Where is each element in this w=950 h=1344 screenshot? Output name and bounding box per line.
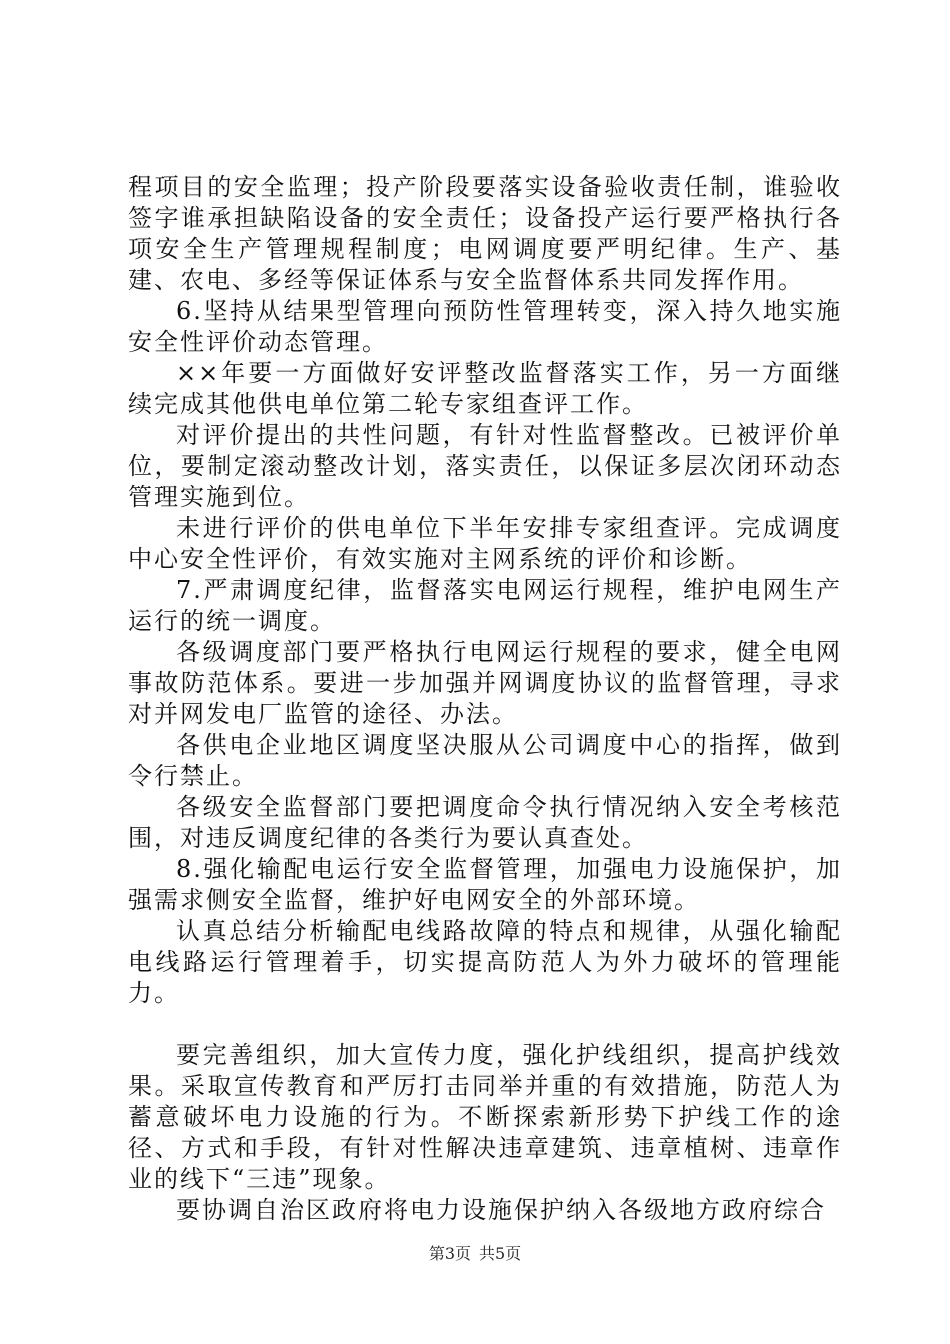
paragraph: ××年要一方面做好安评整改监督落实工作，另一方面继续完成其他供电单位第二轮专家组查评工作。 bbox=[128, 359, 842, 418]
paragraph-continued: 程项目的安全监理；投产阶段要落实设备验收责任制，谁验收签字谁承担缺陷设备的安全责任；设备投产运行要严格执行各项安全生产管理规程制度；电网调度要严明纪律。生产、基建、农电、多经等保证体系与安全监督体系共同发挥作用。 bbox=[128, 173, 842, 294]
paragraph: 各供电企业地区调度坚决服从公司调度中心的指挥，做到令行禁止。 bbox=[128, 731, 842, 790]
paragraph-item-8-heading: 8.强化输配电运行安全监督管理，加强电力设施保护，加强需求侧安全监督，维护好电网安全的外部环境。 bbox=[128, 855, 842, 914]
page-footer bbox=[0, 1244, 950, 1264]
paragraph-item-6-heading: 6.坚持从结果型管理向预防性管理转变，深入持久地实施安全性评价动态管理。 bbox=[128, 297, 842, 356]
page-number: 第3页 bbox=[428, 1244, 471, 1263]
paragraph: 要协调自治区政府将电力设施保护纳入各级地方政府综合 bbox=[176, 1196, 826, 1224]
paragraph: 认真总结分析输配电线路故障的特点和规律，从强化输配电线路运行管理着手，切实提高防范人为外力破坏的管理能力。 bbox=[128, 917, 842, 1007]
page-total: 共5页 bbox=[479, 1244, 522, 1263]
document-body bbox=[128, 172, 842, 1226]
paragraph: 要完善组织，加大宣传力度，强化护线组织，提高护线效果。采取宣传教育和严厉打击同举并重的有效措施，防范人为蓄意破坏电力设施的行为。不断探索新形势下护线工作的途径、方式和手段，有针对性解决违章建筑、违章植树、违章作业的线下“三违”现象。 bbox=[128, 1041, 842, 1193]
paragraph: 对评价提出的共性问题，有针对性监督整改。已被评价单位，要制定滚动整改计划，落实责任，以保证多层次闭环动态管理实施到位。 bbox=[128, 421, 842, 511]
paragraph: 各级调度部门要严格执行电网运行规程的要求，健全电网事故防范体系。要进一步加强并网调度协议的监督管理，寻求对并网发电厂监管的途径、办法。 bbox=[128, 638, 842, 728]
paragraph-item-7-heading: 7.严肃调度纪律，监督落实电网运行规程，维护电网生产运行的统一调度。 bbox=[128, 576, 842, 635]
paragraph: 各级安全监督部门要把调度命令执行情况纳入安全考核范围，对违反调度纪律的各类行为要认真查处。 bbox=[128, 793, 842, 852]
paragraph: 未进行评价的供电单位下半年安排专家组查评。完成调度中心安全性评价，有效实施对主网系统的评价和诊断。 bbox=[128, 514, 842, 573]
